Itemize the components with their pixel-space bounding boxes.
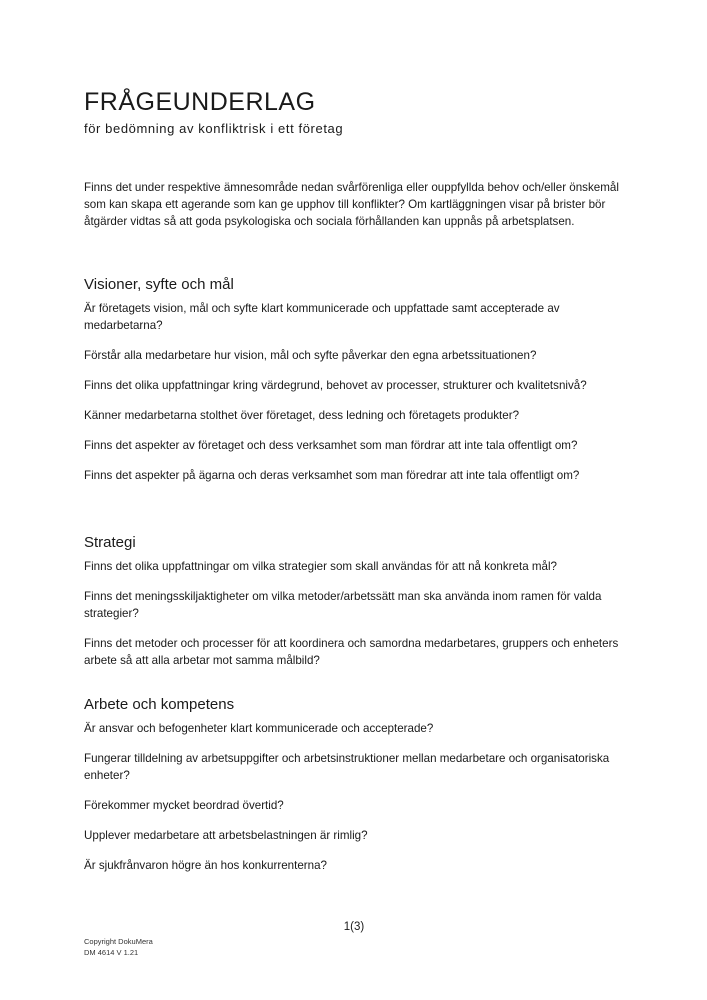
question-item: Finns det aspekter på ägarna och deras verksamhet som man föredrar att inte tala offentligt om? [84, 469, 580, 482]
question-item: Finns det olika uppfattningar om vilka strategier som skall användas för att nå konkreta mål? [84, 560, 558, 573]
intro-paragraph: Finns det under respektive ämnesområde nedan svårförenliga eller ouppfyllda behov och/eller önskemål som kan skapa ett agerande som kan ge upphov till konflikter? Om kartläggningen visar på brister bör åtgärder vidtas så att goda psykologiska och sociala förhållanden kan uppnås på arbetsplatsen. [84, 181, 619, 228]
section-strategi [84, 533, 624, 682]
document-title: FRÅGEUNDERLAG [84, 88, 316, 116]
question-item: Upplever medarbetare att arbetsbelastningen är rimlig? [84, 829, 368, 842]
question-item: Är företagets vision, mål och syfte klart kommunicerade och uppfattade samt accepterade av medarbetarna? [84, 302, 560, 332]
footer-copyright: Copyright DokuMera [84, 937, 153, 946]
question-item: Är ansvar och befogenheter klart kommunicerade och accepterade? [84, 722, 434, 735]
section-heading: Visioner, syfte och mål [84, 276, 234, 293]
section-arbete-och-kompetens [84, 695, 624, 887]
question-item: Är sjukfrånvaron högre än hos konkurrenterna? [84, 859, 327, 872]
question-item: Förstår alla medarbetare hur vision, mål och syfte påverkar den egna arbetssituationen? [84, 349, 537, 362]
footer-doc-id: DM 4614 V 1.21 [84, 948, 139, 957]
page-number: 1(3) [343, 921, 365, 933]
question-item: Finns det metoder och processer för att koordinera och samordna medarbetares, gruppers och enheters arbete så att alla arbetar mot samma målbild? [84, 637, 619, 667]
question-item: Känner medarbetarna stolthet över företaget, dess ledning och företagets produkter? [84, 409, 520, 422]
footer [84, 936, 153, 958]
question-item: Finns det aspekter av företaget och dess verksamhet som man fördrar att inte tala offentligt om? [84, 439, 578, 452]
section-heading: Arbete och kompetens [84, 696, 235, 713]
question-item: Förekommer mycket beordrad övertid? [84, 799, 284, 812]
question-item: Finns det olika uppfattningar kring värdegrund, behovet av processer, strukturer och kvalitetsnivå? [84, 379, 587, 392]
document-subtitle: för bedömning av konfliktrisk i ett företag [84, 121, 344, 136]
question-item: Finns det meningsskiljaktigheter om vilka metoder/arbetssätt man ska använda inom ramen för valda strategier? [84, 590, 602, 620]
question-item: Fungerar tilldelning av arbetsuppgifter och arbetsinstruktioner mellan medarbetare och organisatoriska enheter? [84, 752, 610, 782]
section-heading: Strategi [84, 534, 136, 551]
section-visioner [84, 275, 624, 497]
